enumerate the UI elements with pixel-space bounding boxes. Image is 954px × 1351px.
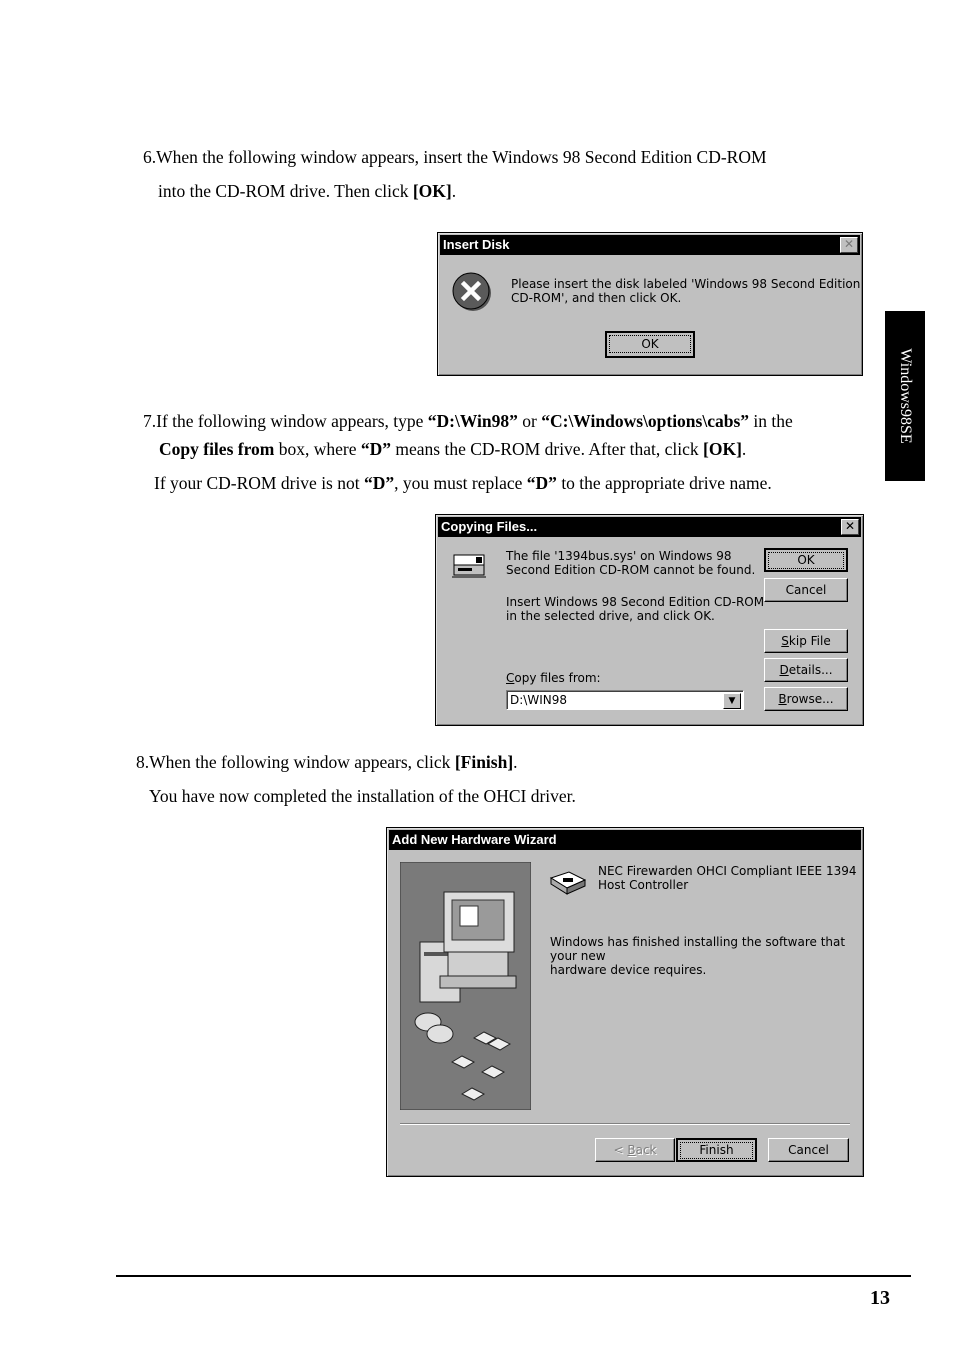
footer-rule: [116, 1275, 911, 1277]
step8-line1: [136, 752, 518, 772]
wizard-separator: [400, 1123, 850, 1125]
wizard-device-line1: NEC Firewarden OHCI Compliant IEEE 1394: [598, 864, 857, 878]
step7-text-a: 7.If the following window appears, type: [143, 411, 428, 431]
copying-message-2-line2: in the selected drive, and click OK.: [506, 609, 715, 623]
step8-text: 8.When the following window appears, click: [136, 752, 455, 772]
step6-period: .: [451, 181, 457, 201]
browse-text: rowse...: [786, 692, 834, 706]
section-side-tab-label: Windows98SE: [897, 348, 914, 444]
copying-message-2: [506, 595, 764, 623]
details-button[interactable]: [764, 658, 848, 682]
step7-text-e: in the: [749, 411, 793, 431]
step7-path-c: “C:\Windows\options\cabs”: [541, 411, 750, 431]
finish-button[interactable]: [676, 1138, 757, 1162]
close-icon[interactable]: ✕: [841, 519, 859, 535]
step7-line1: [143, 411, 793, 431]
ok-button[interactable]: [605, 331, 695, 358]
step8-period: .: [513, 752, 518, 772]
insert-disk-titlebar: [440, 235, 860, 255]
insert-disk-title: Insert Disk: [443, 237, 510, 252]
browse-button[interactable]: [764, 687, 848, 711]
wizard-finished-message: [550, 935, 863, 977]
cancel-button[interactable]: Cancel: [764, 578, 848, 602]
page-number: 13: [870, 1287, 890, 1309]
skip-file-text: kip File: [788, 634, 831, 648]
step7-drive-d: “D”: [360, 439, 392, 459]
copying-message-1-line1: The file '1394bus.sys' on Windows 98: [506, 549, 732, 563]
cancel-button[interactable]: Cancel: [768, 1138, 849, 1162]
copy-files-from-value: D:\WIN98: [510, 693, 567, 707]
step7-text-means: means the CD-ROM drive. After that, click: [391, 439, 704, 459]
step7-line3: [154, 473, 772, 493]
copying-message-1: [506, 549, 755, 577]
section-side-tab: [885, 311, 925, 481]
finish-button-label: Finish: [680, 1142, 753, 1159]
wizard-computer-illustration-icon: [400, 862, 531, 1110]
copy-files-from-accel: C: [506, 671, 515, 685]
step7-text-where: box, where: [274, 439, 361, 459]
details-text: etails...: [788, 663, 833, 677]
ok-button-label: OK: [609, 335, 691, 353]
wizard-titlebar: [389, 830, 861, 850]
back-text: ack: [635, 1143, 657, 1157]
step6-text: into the CD-ROM drive. Then click: [158, 181, 413, 201]
drive-icon: [450, 551, 490, 581]
step6-ok-ref: [OK]: [412, 181, 452, 201]
error-icon: [452, 272, 492, 312]
step7-path-d: “D:\Win98”: [427, 411, 518, 431]
step7-text-replace: , you must replace: [394, 473, 527, 493]
insert-disk-message-line1: Please insert the disk labeled 'Windows 98 Second Edition: [511, 277, 861, 291]
add-hardware-wizard: [386, 827, 864, 1177]
copying-files-dialog: [435, 514, 864, 726]
skip-file-accel: S: [781, 634, 789, 648]
copying-files-titlebar: [438, 517, 861, 537]
step7-text-end: to the appropriate drive name.: [556, 473, 772, 493]
ok-button-label: OK: [768, 552, 844, 569]
ok-button[interactable]: [764, 548, 848, 572]
hardware-device-icon: [549, 868, 587, 898]
step7-drive-d-3: “D”: [526, 473, 557, 493]
insert-disk-message: [511, 277, 860, 305]
back-accel: B: [627, 1143, 636, 1157]
copy-files-from-label: [506, 671, 601, 685]
browse-accel: B: [778, 692, 787, 706]
step7-text-if: If your CD-ROM drive is not: [154, 473, 364, 493]
wizard-title: Add New Hardware Wizard: [392, 832, 557, 847]
copying-message-1-line2: Second Edition CD-ROM cannot be found.: [506, 563, 756, 577]
step7-ok-ref: [OK]: [703, 439, 742, 459]
wizard-message-line1: Windows has finished installing the software that your new: [550, 935, 846, 963]
step7-line2: [159, 439, 746, 459]
wizard-message-line2: hardware device requires.: [550, 963, 707, 977]
step8-line2: You have now completed the installation of the OHCI driver.: [149, 786, 576, 806]
step7-copy-files-from: Copy files from: [159, 439, 275, 459]
skip-file-button[interactable]: [764, 629, 848, 653]
step6-line2: [158, 181, 456, 201]
close-icon[interactable]: ✕: [840, 237, 858, 253]
copying-message-2-line1: Insert Windows 98 Second Edition CD-ROM: [506, 595, 765, 609]
step6-line1: 6.When the following window appears, insert the Windows 98 Second Edition CD-ROM: [143, 147, 767, 167]
insert-disk-message-line2: CD-ROM', and then click OK.: [511, 291, 682, 305]
back-button[interactable]: [595, 1138, 675, 1162]
wizard-device-name: [598, 864, 857, 892]
chevron-down-icon[interactable]: ▼: [723, 693, 741, 709]
step7-period: .: [741, 439, 747, 459]
step7-text-or: or: [517, 411, 542, 431]
copy-files-from-combo[interactable]: [506, 690, 744, 710]
details-accel: D: [779, 663, 789, 677]
back-prefix: <: [613, 1143, 628, 1157]
copy-files-from-text: opy files from:: [514, 671, 601, 685]
wizard-device-line2: Host Controller: [598, 878, 689, 892]
step8-finish-ref: [Finish]: [454, 752, 514, 772]
insert-disk-dialog: [437, 232, 863, 376]
step7-drive-d-2: “D”: [363, 473, 395, 493]
copying-files-title: Copying Files...: [441, 519, 538, 534]
